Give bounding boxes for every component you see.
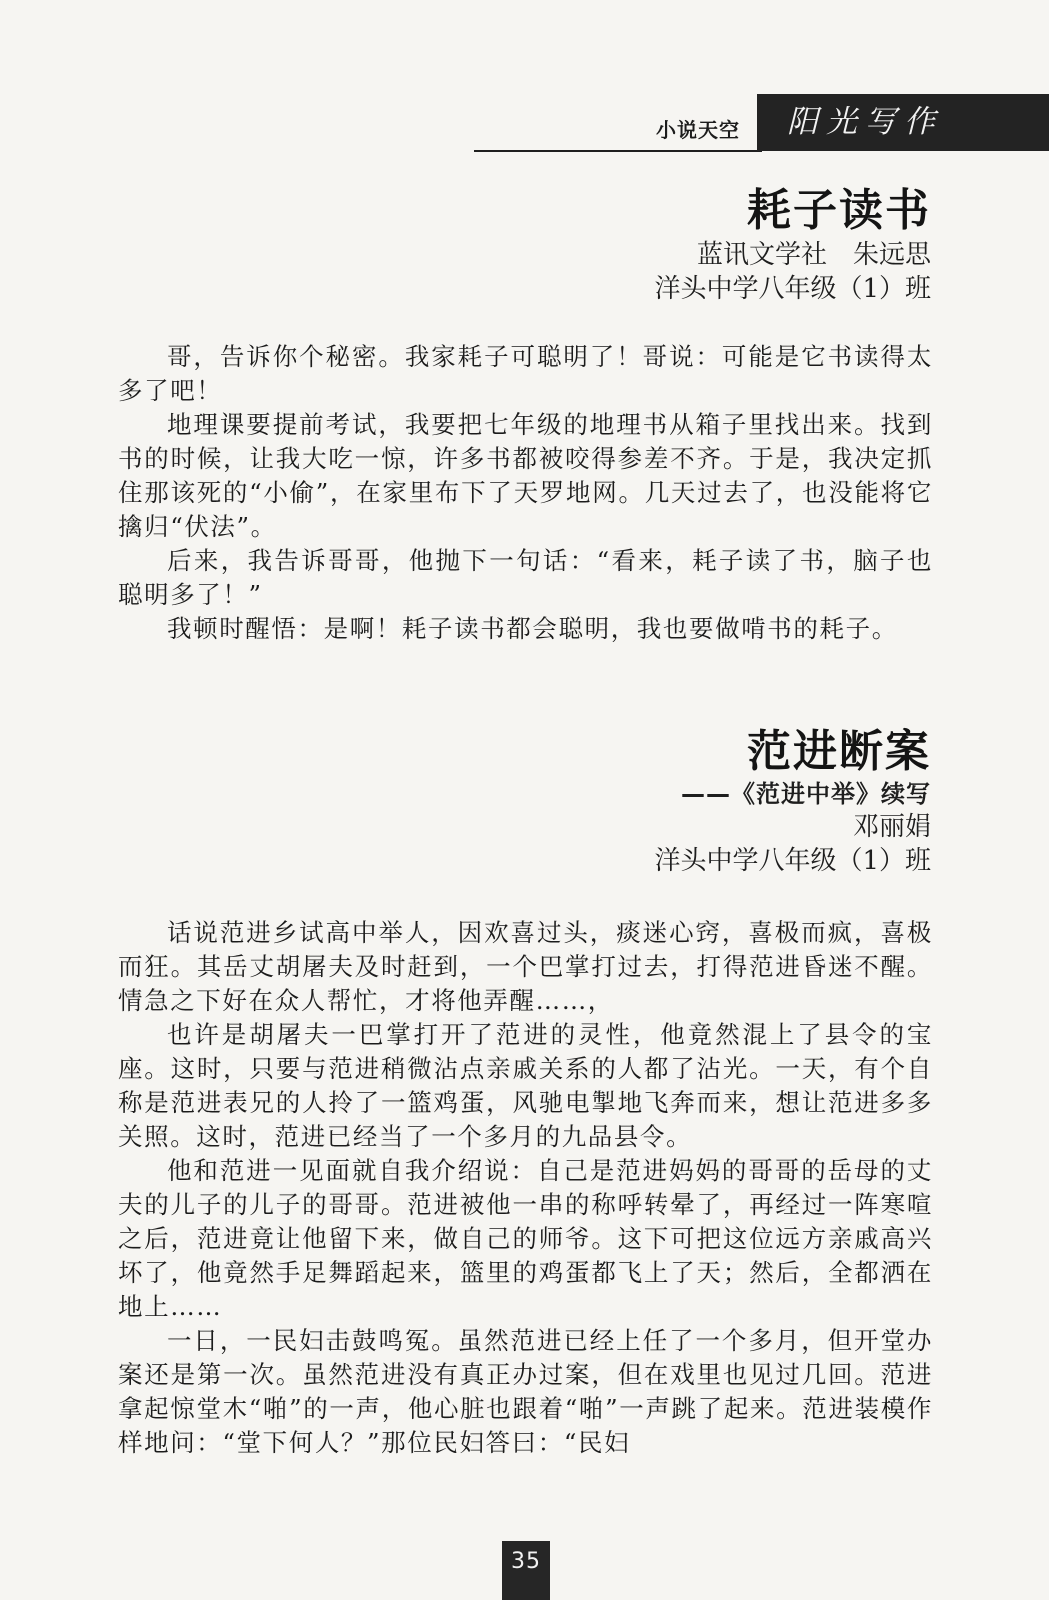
article-2-author: 邓丽娟	[852, 812, 931, 842]
series-name: 阳光写作	[787, 104, 943, 140]
article-2-paragraph: 他和范进一见面就自我介绍说：自己是范进妈妈的哥哥的岳母的丈夫的儿子的儿子的哥哥。范进被他一串的称呼转晕了，再经过一阵寒喧之后，范进竟让他留下来，做自己的师爷。这下可把这位远方亲戚高兴坏了，他竟然手足舞蹈起来，篮里的鸡蛋都飞上了天；然后，全都洒在地上……	[118, 1156, 933, 1321]
header-rule	[474, 150, 762, 152]
article-1-author: 蓝讯文学社 朱远思	[696, 240, 931, 270]
series-banner	[757, 94, 1049, 151]
article-1-class: 洋头中学八年级（1）班	[654, 274, 931, 304]
article-2-body	[118, 916, 933, 1460]
article-1-title: 耗子读书	[747, 185, 931, 236]
article-1-paragraph: 我顿时醒悟：是啊！耗子读书都会聪明，我也要做啃书的耗子。	[167, 614, 898, 643]
article-2-class: 洋头中学八年级（1）班	[654, 846, 931, 876]
article-1-body	[118, 340, 933, 646]
article-2-title: 范进断案	[747, 726, 931, 777]
article-1-paragraph: 哥，告诉你个秘密。我家耗子可聪明了！哥说：可能是它书读得太多了吧！	[118, 342, 933, 405]
article-1-paragraph: 后来，我告诉哥哥，他抛下一句话：“看来，耗子读了书，脑子也聪明多了！”	[118, 546, 933, 609]
page-number: 35	[511, 1549, 541, 1574]
column-name: 小说天空	[656, 118, 740, 142]
article-2-paragraph: 话说范进乡试高中举人，因欢喜过头，痰迷心窍，喜极而疯，喜极而狂。其岳丈胡屠夫及时赶到，一个巴掌打过去，打得范进昏迷不醒。情急之下好在众人帮忙，才将他弄醒……，	[118, 918, 933, 1015]
article-1-paragraph: 地理课要提前考试，我要把七年级的地理书从箱子里找出来。找到书的时候，让我大吃一惊，许多书都被咬得参差不齐。于是，我决定抓住那该死的“小偷”，在家里布下了天罗地网。几天过去了，也没能将它擒归“伏法”。	[118, 410, 933, 541]
article-2-subtitle: ——《范进中举》续写	[681, 780, 931, 808]
article-2-paragraph: 也许是胡屠夫一巴掌打开了范进的灵性，他竟然混上了县令的宝座。这时，只要与范进稍微沾点亲戚关系的人都了沾光。一天，有个自称是范进表兄的人拎了一篮鸡蛋，风驰电掣地飞奔而来，想让范进多多关照。这时，范进已经当了一个多月的九品县令。	[118, 1020, 933, 1151]
article-2-paragraph: 一日，一民妇击鼓鸣冤。虽然范进已经上任了一个多月，但开堂办案还是第一次。虽然范进没有真正办过案，但在戏里也见过几回。范进拿起惊堂木“啪”的一声，他心脏也跟着“啪”一声跳了起来。范进装模作样地问：“堂下何人？”那位民妇答曰：“民妇	[118, 1326, 933, 1457]
page-number-block	[502, 1541, 550, 1600]
